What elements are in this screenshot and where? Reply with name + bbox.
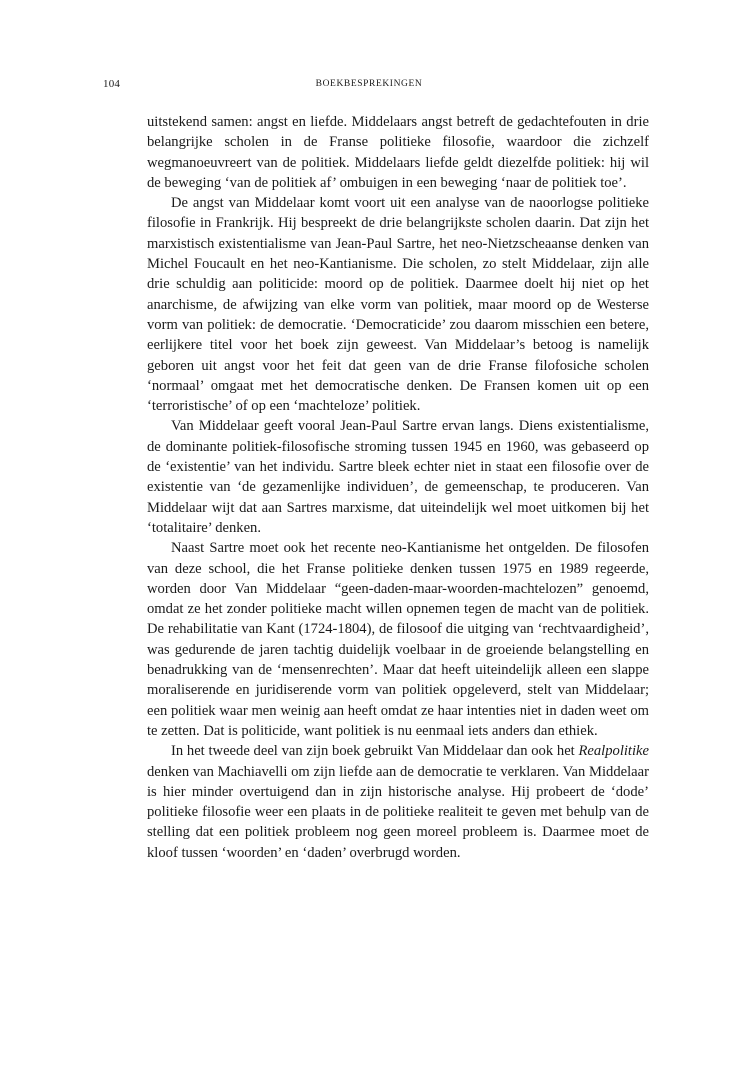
paragraph-1: uitstekend samen: angst en liefde. Middelaars angst betreft de gedachtefouten in drie belangrijke scholen in de Franse politieke filosofie, waardoor die zichzelf wegmanoeuvreert van de politiek. Middelaars liefde geldt diezelfde politiek: hij wil de beweging ‘van de politiek af’ ombuigen in een beweging ‘naar de politiek toe’. (147, 114, 649, 191)
paragraph-4: Naast Sartre moet ook het recente neo-Kantianisme het ontgelden. De filosofen van deze school, die het Franse politieke denken tussen 1975 en 1989 regeerde, worden door Van Middelaar “geen-daden-maar-woorden-machtelozen” genoemd, omdat ze het zonder politieke macht willen opnemen tegen de macht van de politiek. De rehabilitatie van Kant (1724-1804), de filosoof die uitging van ‘rechtvaardigheid’, was gedurende de jaren tachtig duidelijk voelbaar in de groeiende belangstelling en benadrukking van de ‘mensenrechten’. Maar dat heeft uiteindelijk alleen een slappe moraliserende en juridiserende vorm van politiek opgeleverd, stelt van Middelaar; een politiek waar men weinig aan heeft omdat ze haar intenties niet in daden weet om te zetten. Dat is politicide, want politiek is nu eenmaal iets anders dan ethiek. (147, 540, 649, 739)
paragraph-5-lead: In het tweede deel van zijn boek gebruikt Van Middelaar dan ook het (171, 743, 579, 760)
paragraph-2: De angst van Middelaar komt voort uit een analyse van de naoorlogse politieke filosofie in Frankrijk. Hij bespreekt de drie belangrijkste scholen daarin. Dat zijn het marxistisch existentialisme van Jean-Paul Sartre, het neo-Nietzscheaanse denken van Michel Foucault en het neo-Kantianisme. Die scholen, zo stelt Middelaar, zijn alle drie schuldig aan politicide: moord op de politiek. Daarmee doelt hij niet op het anarchisme, de afwijzing van elke vorm van politiek, maar moord op de Westerse vorm van politiek: de democratie. ‘Democraticide’ zou daarom misschien een betere, eerlijkere titel voor het boek zijn geweest. Van Middelaar’s betoog is namelijk geboren uit angst voor het feit dat geen van de drie Franse filofosiche scholen ‘normaal’ omgaat met het democratische denken. De Fransen komen uit op een ‘terroristische’ of op een ‘machteloze’ politiek. (147, 195, 649, 415)
paragraph-5-italic-term: Realpolitike (578, 743, 649, 760)
paragraph-5 (147, 741, 649, 863)
running-title: BOEKBESPREKINGEN (315, 79, 423, 89)
paragraph-3: Van Middelaar geeft vooral Jean-Paul Sartre ervan langs. Diens existentialisme, de dominante politiek-filosofische stroming tussen 1945 en 1960, was gebaseerd op de ‘existentie’ van het individu. Sartre bleek echter niet in staat een filosofie over de existentie van ‘de gezamenlijke individuen’, de gemeenschap, te produceren. Van Middelaar wijt dat aan Sartres marxisme, dat uiteindelijk wel moet uitkomen bij het ‘totalitaire’ denken. (147, 418, 649, 536)
article-body (147, 112, 649, 863)
page-number: 104 (103, 78, 121, 90)
paragraph-5-rest: denken van Machiavelli om zijn liefde aan de democratie te verklaren. Van Middelaar is hier minder overtuigend dan in zijn historische analyse. Hij probeert de ‘dode’ politieke filosofie weer een plaats in de politieke realiteit te geven met behulp van de stelling dat een politiek probleem nog geen moreel probleem is. Daarmee moet de kloof tussen ‘woorden’ en ‘daden’ overbrugd worden. (147, 763, 649, 861)
